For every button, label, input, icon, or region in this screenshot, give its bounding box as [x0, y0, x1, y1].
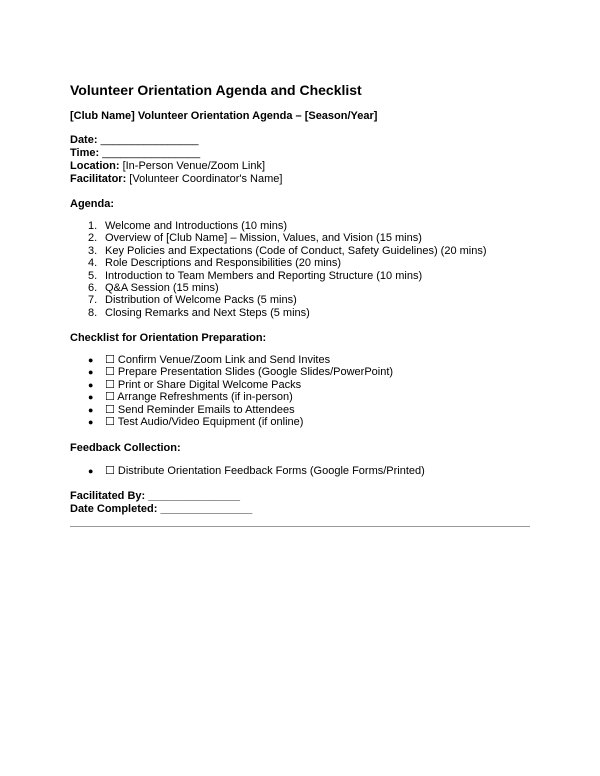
bullet-icon: ● [88, 404, 94, 415]
checklist-item-text: ☐ Confirm Venue/Zoom Link and Send Invites [105, 354, 331, 366]
meta-fields [70, 134, 282, 186]
feedback-heading: Feedback Collection: [70, 442, 181, 454]
document-subtitle: [Club Name] Volunteer Orientation Agenda – [Season/Year] [70, 110, 378, 122]
list-item-text: Overview of [Club Name] – Mission, Values, and Vision (15 mins) [105, 232, 422, 245]
meta-location-label: Location: [70, 160, 120, 172]
signoff-block [70, 490, 252, 516]
list-item [70, 282, 487, 294]
agenda-list [70, 220, 487, 319]
meta-time-label: Time: [70, 147, 100, 159]
checklist-item [70, 379, 393, 391]
meta-facilitator [70, 173, 282, 186]
bullet-icon: ● [88, 417, 94, 428]
checklist-item [70, 465, 425, 477]
list-item [70, 245, 487, 257]
checklist-item [70, 354, 393, 366]
bullet-icon: ● [88, 355, 94, 365]
list-number: 5. [88, 269, 98, 282]
meta-location-value: [In-Person Venue/Zoom Link] [122, 160, 266, 172]
facilitated-by-line: Facilitated By: _______________ [70, 490, 241, 502]
checklist-item-text: ☐ Prepare Presentation Slides (Google Slides/PowerPoint) [105, 366, 394, 379]
checklist-item-text: ☐ Arrange Refreshments (if in-person) [105, 391, 293, 404]
meta-facilitator-value: [Volunteer Coordinator's Name] [129, 173, 283, 185]
agenda-heading: Agenda: [70, 198, 114, 210]
list-item-text: Welcome and Introductions (10 mins) [105, 220, 287, 232]
list-item [70, 257, 487, 269]
bullet-icon: ● [88, 367, 94, 378]
meta-date-value: ________________ [100, 134, 199, 146]
checklist-item [70, 366, 393, 378]
list-number: 2. [88, 232, 98, 245]
list-item [70, 220, 487, 232]
checklist-item-text: ☐ Send Reminder Emails to Attendees [105, 403, 295, 416]
checklist-item [70, 416, 393, 428]
meta-facilitator-label: Facilitator: [70, 173, 127, 185]
meta-date [70, 134, 282, 147]
date-completed-line: Date Completed: _______________ [70, 503, 253, 515]
horizontal-divider [70, 526, 530, 527]
checklist-item [70, 404, 393, 416]
list-number: 1. [88, 220, 98, 232]
checklist-heading: Checklist for Orientation Preparation: [70, 332, 267, 344]
checklist-item-text: ☐ Print or Share Digital Welcome Packs [105, 378, 302, 391]
list-item-text: Introduction to Team Members and Reporting Structure (10 mins) [105, 269, 423, 282]
list-item-text: Role Descriptions and Responsibilities (20 mins) [105, 257, 341, 270]
list-number: 8. [88, 306, 98, 319]
bullet-icon: ● [88, 379, 94, 390]
checklist-item [70, 391, 393, 403]
meta-time [70, 147, 282, 160]
list-number: 7. [88, 294, 98, 307]
list-item [70, 232, 487, 244]
list-item [70, 270, 487, 282]
meta-time-value: ________________ [102, 147, 201, 159]
list-number: 6. [88, 282, 98, 295]
list-item-text: Key Policies and Expectations (Code of Conduct, Safety Guidelines) (20 mins) [105, 244, 487, 257]
meta-date-label: Date: [70, 134, 98, 146]
meta-location [70, 160, 282, 173]
list-item-text: Closing Remarks and Next Steps (5 mins) [105, 306, 310, 319]
feedback-list [70, 465, 425, 477]
checklist-item-text: ☐ Distribute Orientation Feedback Forms (Google Forms/Printed) [105, 465, 425, 477]
list-item [70, 307, 487, 319]
list-number: 4. [88, 257, 98, 270]
list-item-text: Q&A Session (15 mins) [105, 282, 219, 295]
list-number: 3. [88, 244, 98, 257]
checklist-list [70, 354, 393, 428]
document-title: Volunteer Orientation Agenda and Checklist [70, 82, 362, 98]
bullet-icon: ● [88, 392, 94, 403]
bullet-icon: ● [88, 466, 94, 476]
checklist-item-text: ☐ Test Audio/Video Equipment (if online) [105, 416, 304, 429]
list-item [70, 294, 487, 306]
list-item-text: Distribution of Welcome Packs (5 mins) [105, 294, 297, 307]
